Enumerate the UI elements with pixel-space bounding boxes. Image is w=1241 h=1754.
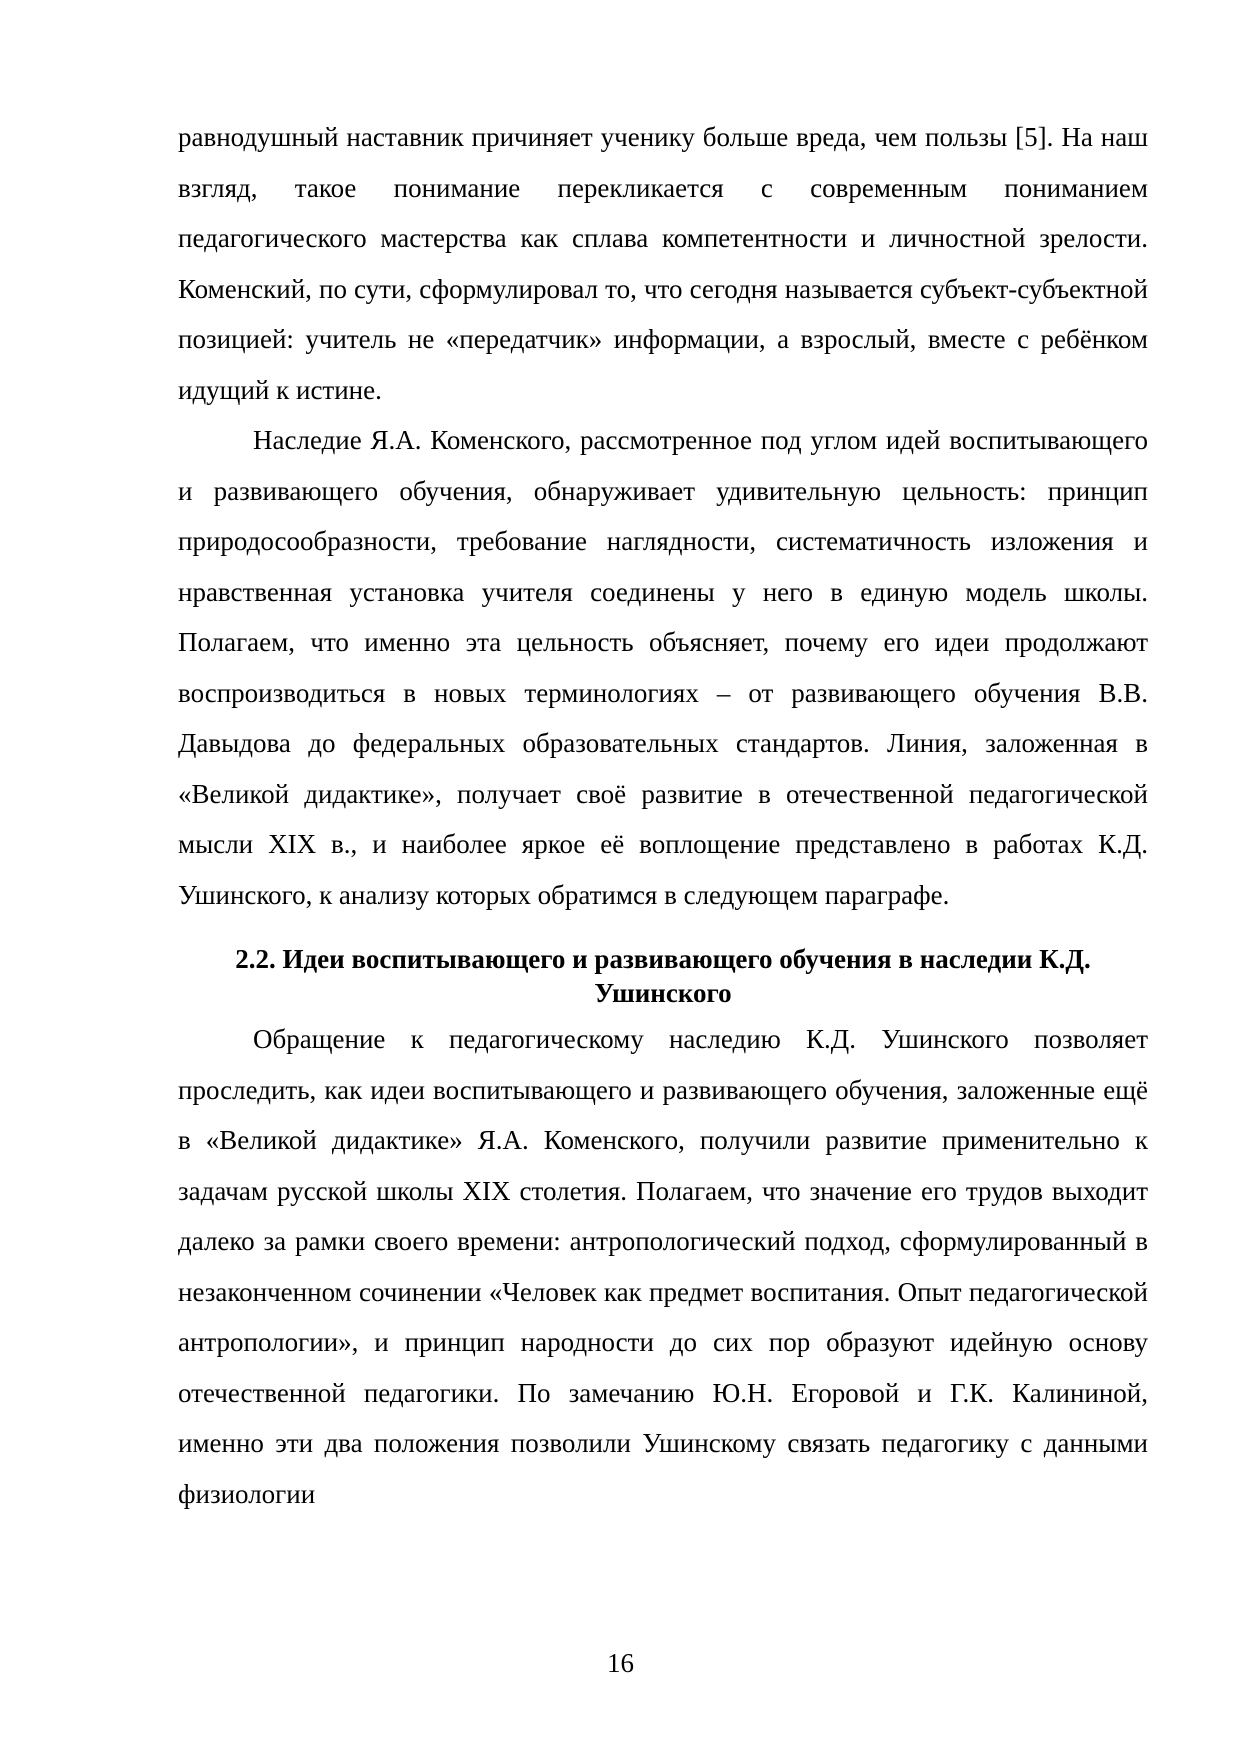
page-number: 16 — [607, 1648, 634, 1678]
section-heading: 2.2. Идеи воспитывающего и развивающего обучения в наследии К.Д. Ушинского — [235, 944, 1091, 1008]
paragraph-comenius-legacy: Наследие Я.А. Коменского, рассмотренное под углом идей воспитывающего и развивающего обучения, обнаруживает удивительную цельность: принцип природосообразности, требование наглядности, систематичность изложения и нравственная установка учителя соединены у него в единую модель школы. Полагаем, что именно эта цельность объясняет, почему его идеи продолжают воспроизводиться в новых терминологиях – от развивающего обучения В.В. Давыдова до федеральных образовательных стандартов. Линия, заложенная в «Великой дидактике», получает своё развитие в отечественной педагогической мысли XIX в., и наиболее яркое её воплощение представлено в работах К.Д. Ушинского, к анализу которых обратимся в следующем параграфе. — [178, 425, 1148, 910]
document-body — [178, 112, 1148, 1519]
paragraph-continuation: равнодушный наставник причиняет ученику больше вреда, чем пользы [5]. На наш взгляд, такое понимание перекликается с современным пониманием педагогического мастерства как сплава компетентности и личностной зрелости. Коменский, по сути, сформулировал то, что сегодня называется субъект-субъектной позицией: учитель не «передатчик» информации, а взрослый, вместе с ребёнком идущий к истине. — [178, 122, 1148, 405]
paragraph-ushinsky-intro: Обращение к педагогическому наследию К.Д. Ушинского позволяет проследить, как идеи воспитывающего и развивающего обучения, заложенные ещё в «Великой дидактике» Я.А. Коменского, получили развитие применительно к задачам русской школы XIX столетия. Полагаем, что значение его трудов выходит далеко за рамки своего времени: антропологический подход, сформулированный в незаконченном сочинении «Человек как предмет воспитания. Опыт педагогической антропологии», и принцип народности до сих пор образуют идейную основу отечественной педагогики. По замечанию Ю.Н. Егоровой и Г.К. Калининой, именно эти два положения позволили Ушинскому связать педагогику с данными физиологии — [178, 1024, 1148, 1509]
